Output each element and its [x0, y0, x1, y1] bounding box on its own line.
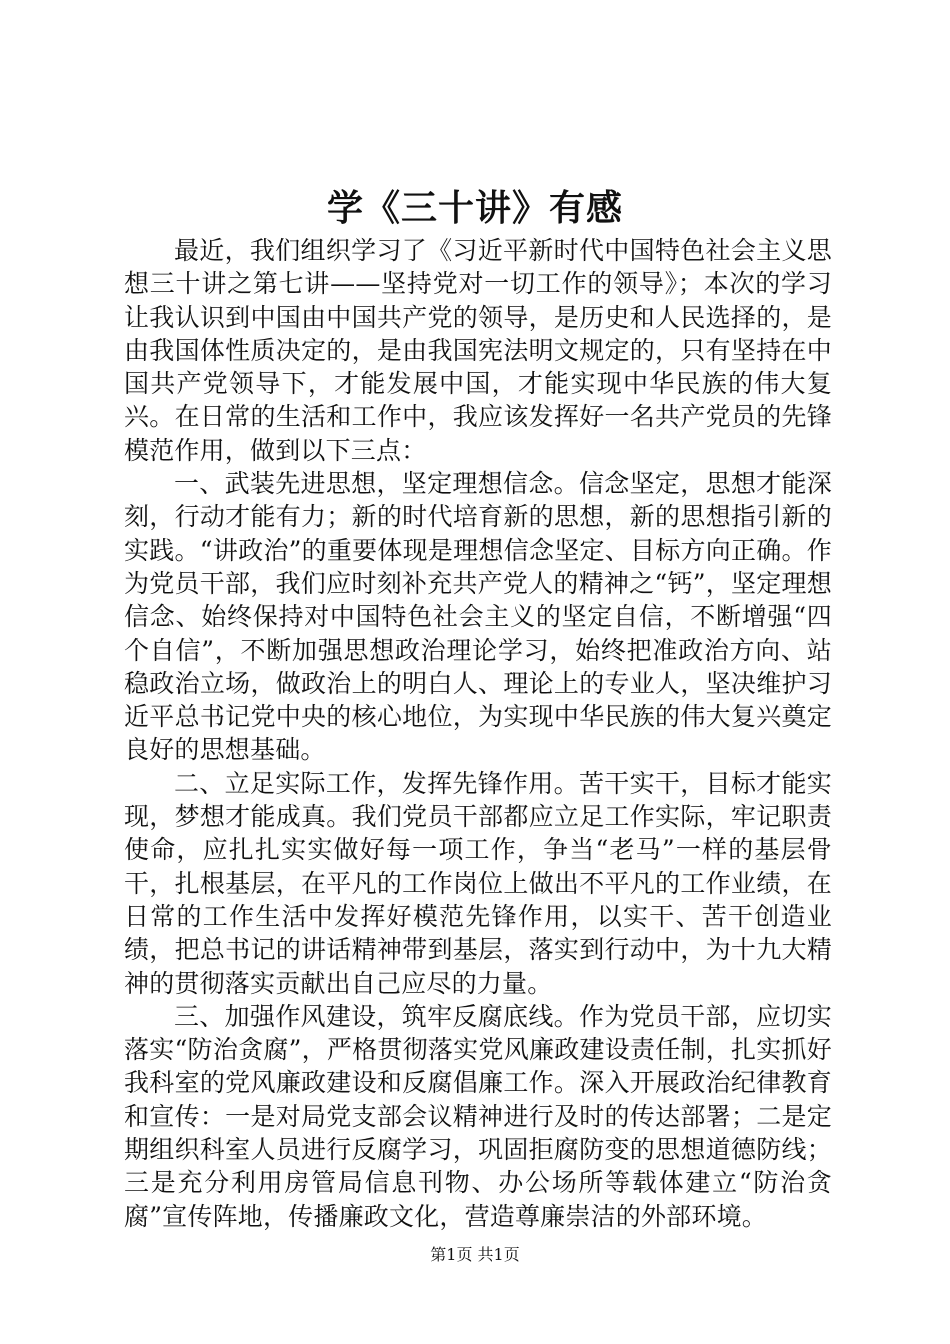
paragraph-point-three: 三、加强作风建设，筑牢反腐底线。作为党员干部，应切实落实“防治贪腐”，严格贯彻落实党风廉政建设责任制，扎实抓好我科室的党风廉政建设和反腐倡廉工作。深入开展政治纪律教育和宣传：一是对局党支部会议精神进行及时的传达部署；二是定期组织科室人员进行反腐学习，巩固拒腐防变的思想道德防线；三是充分利用房管局信息刊物、办公场所等载体建立“防治贪腐”宣传阵地，传播廉政文化，营造尊廉崇洁的外部环境。	[124, 1001, 832, 1231]
paragraph-point-two: 二、立足实际工作，发挥先锋作用。苦干实干，目标才能实现，梦想才能成真。我们党员干部都应立足工作实际，牢记职责使命，应扎扎实实做好每一项工作，争当“老马”一样的基层骨干，扎根基层，在平凡的工作岗位上做出不平凡的工作业绩，在日常的工作生活中发挥好模范先锋作用，以实干、苦干创造业绩，把总书记的讲话精神带到基层，落实到行动中，为十九大精神的贯彻落实贡献出自己应尽的力量。	[124, 768, 832, 998]
document-body	[124, 234, 832, 1233]
paragraph-point-one: 一、武装先进思想，坚定理想信念。信念坚定，思想才能深刻，行动才能有力；新的时代培育新的思想，新的思想指引新的实践。“讲政治”的重要体现是理想信念坚定、目标方向正确。作为党员干部，我们应时刻补充共产党人的精神之“钙”，坚定理想信念、始终保持对中国特色社会主义的坚定自信，不断增强“四个自信”，不断加强思想政治理论学习，始终把准政治方向、站稳政治立场，做政治上的明白人、理论上的专业人，坚决维护习近平总书记党中央的核心地位，为实现中华民族的伟大复兴奠定良好的思想基础。	[124, 469, 832, 765]
paragraph-intro: 最近，我们组织学习了《习近平新时代中国特色社会主义思想三十讲之第七讲——坚持党对一切工作的领导》；本次的学习让我认识到中国由中国共产党的领导，是历史和人民选择的，是由我国体性质决定的，是由我国宪法明文规定的，只有坚持在中国共产党领导下，才能发展中国，才能实现中华民族的伟大复兴。在日常的生活和工作中，我应该发挥好一名共产党员的先锋模范作用，做到以下三点：	[124, 236, 832, 465]
page-footer	[0, 1244, 950, 1266]
page-number-label: 第1页 共1页	[430, 1245, 520, 1264]
document-title: 学《三十讲》有感	[326, 187, 623, 229]
